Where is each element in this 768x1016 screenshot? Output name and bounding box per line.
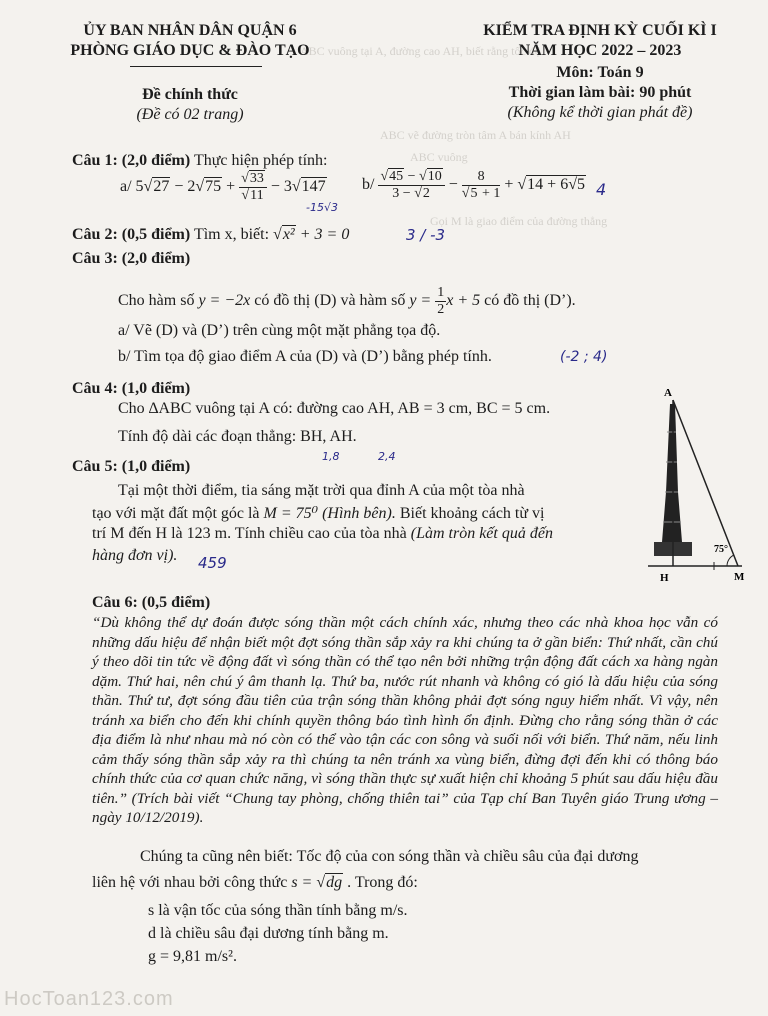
sun-ray bbox=[673, 400, 738, 566]
q1a-expression: a/ 5√27 − 2√75 + $\frac{√33}{√11}$ − 3√147 bbox=[120, 171, 326, 203]
q6-know2a: liên hệ với nhau bởi công thức bbox=[92, 874, 288, 891]
q6-s-def: s là vận tốc của sóng thần tính bằng m/s. bbox=[148, 902, 408, 919]
q3-eq1: y = −2x bbox=[198, 292, 251, 310]
q1b-label: b/ bbox=[362, 176, 375, 194]
q3-handwriting: (-2 ; 4) bbox=[560, 349, 608, 365]
q6-know2b: . Trong đó: bbox=[347, 874, 418, 891]
q3-intro-c: có đồ thị (D’). bbox=[484, 292, 576, 310]
q6-know-line1: Chúng ta cũng nên biết: Tốc độ của con sóng thần và chiều sâu của đại dương bbox=[140, 848, 639, 865]
header-divider bbox=[130, 66, 262, 67]
point-h-label: H bbox=[660, 572, 669, 584]
q1-head: Câu 1: (2,0 điểm) bbox=[72, 152, 191, 169]
q5-line3a: trí M đến H là 123 m. Tính chiều cao của tòa nhà bbox=[92, 525, 407, 542]
q3-item-a: a/ Vẽ (D) và (D’) trên cùng một mặt phẳng tọa độ. bbox=[118, 322, 441, 339]
exam-time: Thời gian làm bài: 90 phút bbox=[508, 84, 692, 101]
q1a-handwriting: -15√3 bbox=[306, 201, 338, 214]
pages-note: (Đề có 02 trang) bbox=[136, 106, 244, 123]
point-a-label: A bbox=[664, 387, 672, 399]
tower-shape bbox=[658, 404, 686, 554]
q4-line1: Cho ∆ABC vuông tại A có: đường cao AH, AB = 3 cm, BC = 5 cm. bbox=[118, 400, 551, 417]
time-note: (Không kể thời gian phát đề) bbox=[507, 104, 693, 121]
q3-head: Câu 3: (2,0 điểm) bbox=[72, 250, 191, 267]
q5-angle: M = 75⁰ bbox=[263, 505, 319, 522]
question-1 bbox=[72, 152, 327, 170]
q2-head: Câu 2: (0,5 điểm) bbox=[72, 226, 191, 243]
q5-line2b: (Hình bên). bbox=[322, 505, 396, 522]
q4-line2: Tính độ dài các đoạn thẳng: BH, AH. bbox=[118, 428, 357, 445]
school-year: NĂM HỌC 2022 – 2023 bbox=[518, 42, 682, 59]
q1a-label: a/ bbox=[120, 178, 132, 196]
q1b-handwriting: 4 bbox=[596, 180, 607, 199]
official-label: Đề chính thức bbox=[142, 86, 238, 103]
angle-arc bbox=[727, 555, 734, 566]
q5-line2a: tạo với mặt đất một góc là bbox=[92, 505, 260, 522]
question-2: Câu 2: (0,5 điểm) Tìm x, biết: √x² + 3 = 0 bbox=[72, 226, 350, 243]
issuer-line2: PHÒNG GIÁO DỤC & ĐÀO TẠO bbox=[70, 42, 310, 59]
q4-head: Câu 4: (1,0 điểm) bbox=[72, 380, 191, 397]
q2-handwriting: 3 / -3 bbox=[406, 226, 446, 244]
q5-handwriting: 459 bbox=[198, 554, 227, 572]
exam-title: KIỂM TRA ĐỊNH KỲ CUỐI KÌ I bbox=[483, 22, 717, 39]
q4-handwriting-bh: 1,8 bbox=[322, 450, 340, 463]
q5-line1: Tại một thời điểm, tia sáng mặt trời qua đỉnh A của một tòa nhà bbox=[118, 482, 525, 499]
q6-head: Câu 6: (0,5 điểm) bbox=[92, 594, 211, 611]
q1b-expression: b/ $\frac{√45 - √10}{3 - √2}$ − $\frac{8}{√5 + 1}$ + √14 + 6√5 bbox=[362, 169, 585, 201]
subject: Môn: Toán 9 bbox=[556, 64, 644, 81]
q5-line2c: Biết khoảng cách từ vị bbox=[399, 505, 545, 522]
point-m-label: M bbox=[734, 571, 745, 583]
q4-handwriting-ah: 2,4 bbox=[378, 450, 396, 463]
q1-prompt: Thực hiện phép tính: bbox=[193, 152, 328, 169]
q5-line3i: (Làm tròn kết quả đến bbox=[410, 525, 553, 542]
q6-know-line2: liên hệ với nhau bởi công thức s = √dg . Trong đó: bbox=[92, 874, 418, 891]
q2-prompt: Tìm x, biết: bbox=[193, 226, 270, 243]
issuer-line1: ỦY BAN NHÂN DÂN QUẬN 6 bbox=[83, 22, 297, 39]
q3-intro-b: có đồ thị (D) và hàm số bbox=[254, 292, 406, 310]
q6-quote: “Dù không thể dự đoán được sóng thần một cách chính xác, nhưng theo các nhà khoa học vẫn có những dấu hiệu để nhận biết một đợt sóng thần sắp xảy ra khi chúng ta ở gần biển: Thứ nhất, cần chú ý theo dõi tin tức về động đất vì sóng thần có thể tạo nên bởi những trận động đất cách xa hàng ngàn dặm. Thứ hai, nên chú ý âm thanh lạ. Thứ ba, nước rút nhanh và không có gió là dấu hiệu của sóng thần. Thứ tư, đợt sóng đầu tiên của trận sóng thần không phải đợt sóng nguy hiểm nhất. Vì vậy, nên tránh xa biển cho đến khi chính quyền thông báo tình hình ổn định. Đừng cho rằng sóng thần ở các địa điểm là như nhau mà nó còn có thể vào tận các con sông và suối nối với biển. Thứ năm, nếu linh cảm thấy sóng thần sắp xảy ra thì chúng ta nên tránh xa vùng biển, đừng đợi đến khi có thông báo chính thức của cơ quan chức năng, vì sóng thần thực sự xuất hiện chỉ khoảng 5 phút sau dấu hiệu đầu tiên.” (Trích bài viết “Chung tay phòng, chống thiên tai” của Tạp chí Ban Tuyên giáo Trung ương – ngày 10/12/2019). bbox=[92, 614, 718, 826]
building-figure bbox=[634, 382, 764, 586]
q5-head: Câu 5: (1,0 điểm) bbox=[72, 458, 191, 475]
q6-d-def: d là chiều sâu đại dương tính bằng m. bbox=[148, 925, 389, 942]
q5-line3 bbox=[92, 525, 553, 543]
q6-g-def: g = 9,81 m/s². bbox=[148, 948, 237, 965]
watermark: HocToan123.com bbox=[4, 988, 174, 1010]
q5-line2 bbox=[92, 503, 544, 523]
q3-intro-a: Cho hàm số bbox=[118, 292, 195, 310]
q5-line4: hàng đơn vị). bbox=[92, 547, 178, 564]
q3-intro: Cho hàm số y = −2x có đồ thị (D) và hàm số y = $\frac{1}{2}$ x + 5 có đồ thị (D’). bbox=[118, 285, 576, 317]
q3-item-b: b/ Tìm tọa độ giao điểm A của (D) và (D’) bằng phép tính. bbox=[118, 348, 492, 365]
angle-label: 75° bbox=[714, 544, 728, 555]
